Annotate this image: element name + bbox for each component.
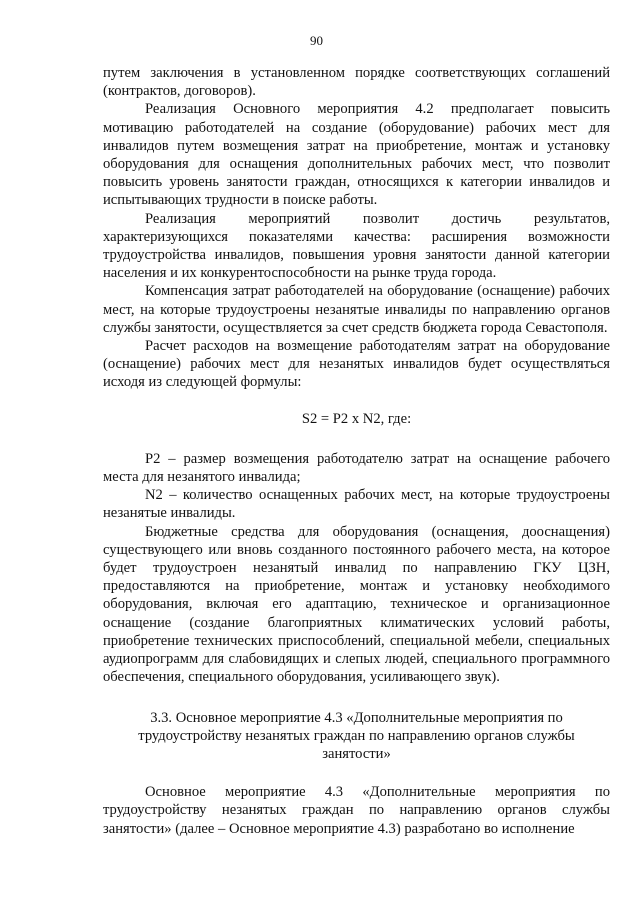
paragraph-compensation: Компенсация затрат работодателей на оборудование (оснащение) рабочих мест, на которые трудоустроены незанятые инвалиды по направлению органов службы занятости, осуществляется за счет средств бюджета города Севастополя. [103, 283, 610, 336]
paragraph-measure-4-3: Основное мероприятие 4.3 «Дополнительные мероприятия по трудоустройству незанятых граждан по направлению органов службы занятости» (далее – Основное мероприятие 4.3) разработано во исполнение [103, 784, 610, 837]
section-heading-3-3: 3.3. Основное мероприятие 4.3 «Дополнительные мероприятия по трудоустройству незанятых граждан по направлению органов службы занятости» [138, 709, 575, 762]
paragraph-p2-definition: P2 – размер возмещения работодателю затрат на оснащение рабочего места для незанятого инвалида; [103, 450, 610, 486]
paragraph-results: Реализация мероприятий позволит достичь результатов, характеризующихся показателями качества: расширения возможности трудоустройства инвалидов, повышения уровня занятости данной категории населения и их конкурентоспособности на рынке труда города. [103, 210, 610, 282]
paragraph-budget-funds: Бюджетные средства для оборудования (оснащения, дооснащения) существующего или вновь созданного постоянного рабочего места, на которое будет трудоустроен незанятый инвалид по направлению ГКУ ЦЗН, предоставляются на приобретение, монтаж и установку необходимого оборудования, включая его адаптацию, техническое и организационное оснащение (создание благоприятных климатических условий работы, приобретение технических приспособлений, специальной мебели, специальных аудиопрограмм для слабовидящих и слепых людей, специального программного обеспечения, специального оборудования, усиливающего звук). [103, 523, 610, 686]
formula: S2 = P2 x N2, где: [301, 410, 412, 427]
document-body [103, 64, 610, 838]
paragraph-calculation: Расчет расходов на возмещение работодателям затрат на оборудование (оснащение) рабочих мест для незанятых инвалидов будет осуществляться исходя из следующей формулы: [103, 338, 610, 391]
paragraph-measure-4-2: Реализация Основного мероприятия 4.2 предполагает повысить мотивацию работодателей на создание (оборудование) рабочих мест для инвалидов путем возмещения затрат на приобретение, монтаж и установку оборудования для оснащения дополнительных рабочих мест, что позволит повысить уровень занятости граждан, относящихся к категории инвалидов и испытывающих трудности в поиске работы. [103, 101, 610, 209]
page-number: 90 [310, 33, 323, 48]
paragraph-n2-definition: N2 – количество оснащенных рабочих мест, на которые трудоустроены незанятые инвалиды. [103, 487, 610, 522]
paragraph-agreements: путем заключения в установленном порядке соответствующих соглашений (контрактов, договоров). [103, 65, 610, 100]
